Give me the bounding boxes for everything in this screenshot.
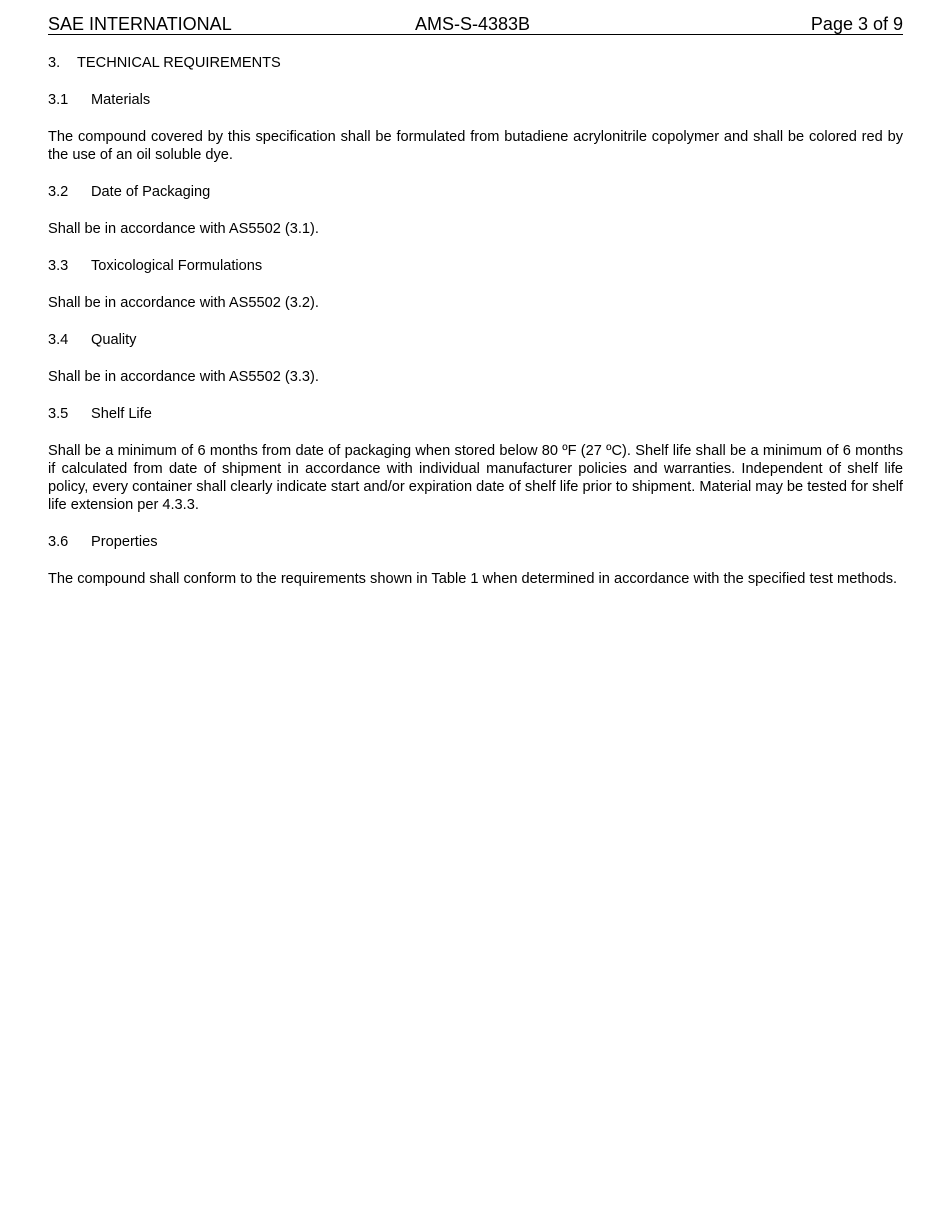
section-title: TECHNICAL REQUIREMENTS <box>77 55 281 71</box>
page-header <box>48 0 903 35</box>
subsection-title: Quality <box>91 332 137 348</box>
subsection-text-3-4: Shall be in accordance with AS5502 (3.3). <box>48 369 319 385</box>
subsection-title: Shelf Life <box>91 406 152 422</box>
subsection-text-3-6: The compound shall conform to the requirements shown in Table 1 when determined in accordance with the specified test methods. <box>48 571 898 587</box>
subsection-number: 3.3 <box>48 258 69 274</box>
header-organization: SAE INTERNATIONAL <box>48 14 232 34</box>
subsection-number: 3.2 <box>48 184 69 200</box>
subsection-number: 3.4 <box>48 332 69 348</box>
subsection-title: Properties <box>91 534 158 550</box>
subsection-heading-3-1 <box>48 91 903 109</box>
subsection-title: Date of Packaging <box>91 184 211 200</box>
subsection-text-3-1: The compound covered by this specification shall be formulated from butadiene acrylonitrile copolymer and shall be colored red by the use of an oil soluble dye. <box>48 129 903 163</box>
header-page-number: Page 3 of 9 <box>810 14 903 34</box>
section-number: 3. <box>48 55 61 71</box>
document-body <box>48 54 903 588</box>
subsection-text-3-3: Shall be in accordance with AS5502 (3.2). <box>48 295 319 311</box>
subsection-text-3-5: Shall be a minimum of 6 months from date of packaging when stored below 80 ºF (27 ºC). Shelf life shall be a minimum of 6 months if calculated from date of shipment in accordance with individual manufacturer policies and warranties. Independent of shelf life policy, every container shall clearly indicate start and/or expiration date of shelf life prior to shipment. Material may be tested for shelf life extension per 4.3.3. <box>48 443 903 513</box>
subsection-heading-3-4 <box>48 331 903 349</box>
document-page <box>48 0 903 588</box>
subsection-number: 3.1 <box>48 92 69 108</box>
subsection-heading-3-5 <box>48 405 903 423</box>
subsection-title: Toxicological Formulations <box>91 258 263 274</box>
subsection-number: 3.5 <box>48 406 69 422</box>
subsection-title: Materials <box>91 92 151 108</box>
header-document-number: AMS-S-4383B <box>415 14 531 34</box>
subsection-heading-3-3 <box>48 257 903 275</box>
subsection-number: 3.6 <box>48 534 69 550</box>
subsection-heading-3-2 <box>48 183 903 201</box>
subsection-heading-3-6 <box>48 533 903 551</box>
section-heading <box>48 54 903 72</box>
subsection-text-3-2: Shall be in accordance with AS5502 (3.1). <box>48 221 319 237</box>
